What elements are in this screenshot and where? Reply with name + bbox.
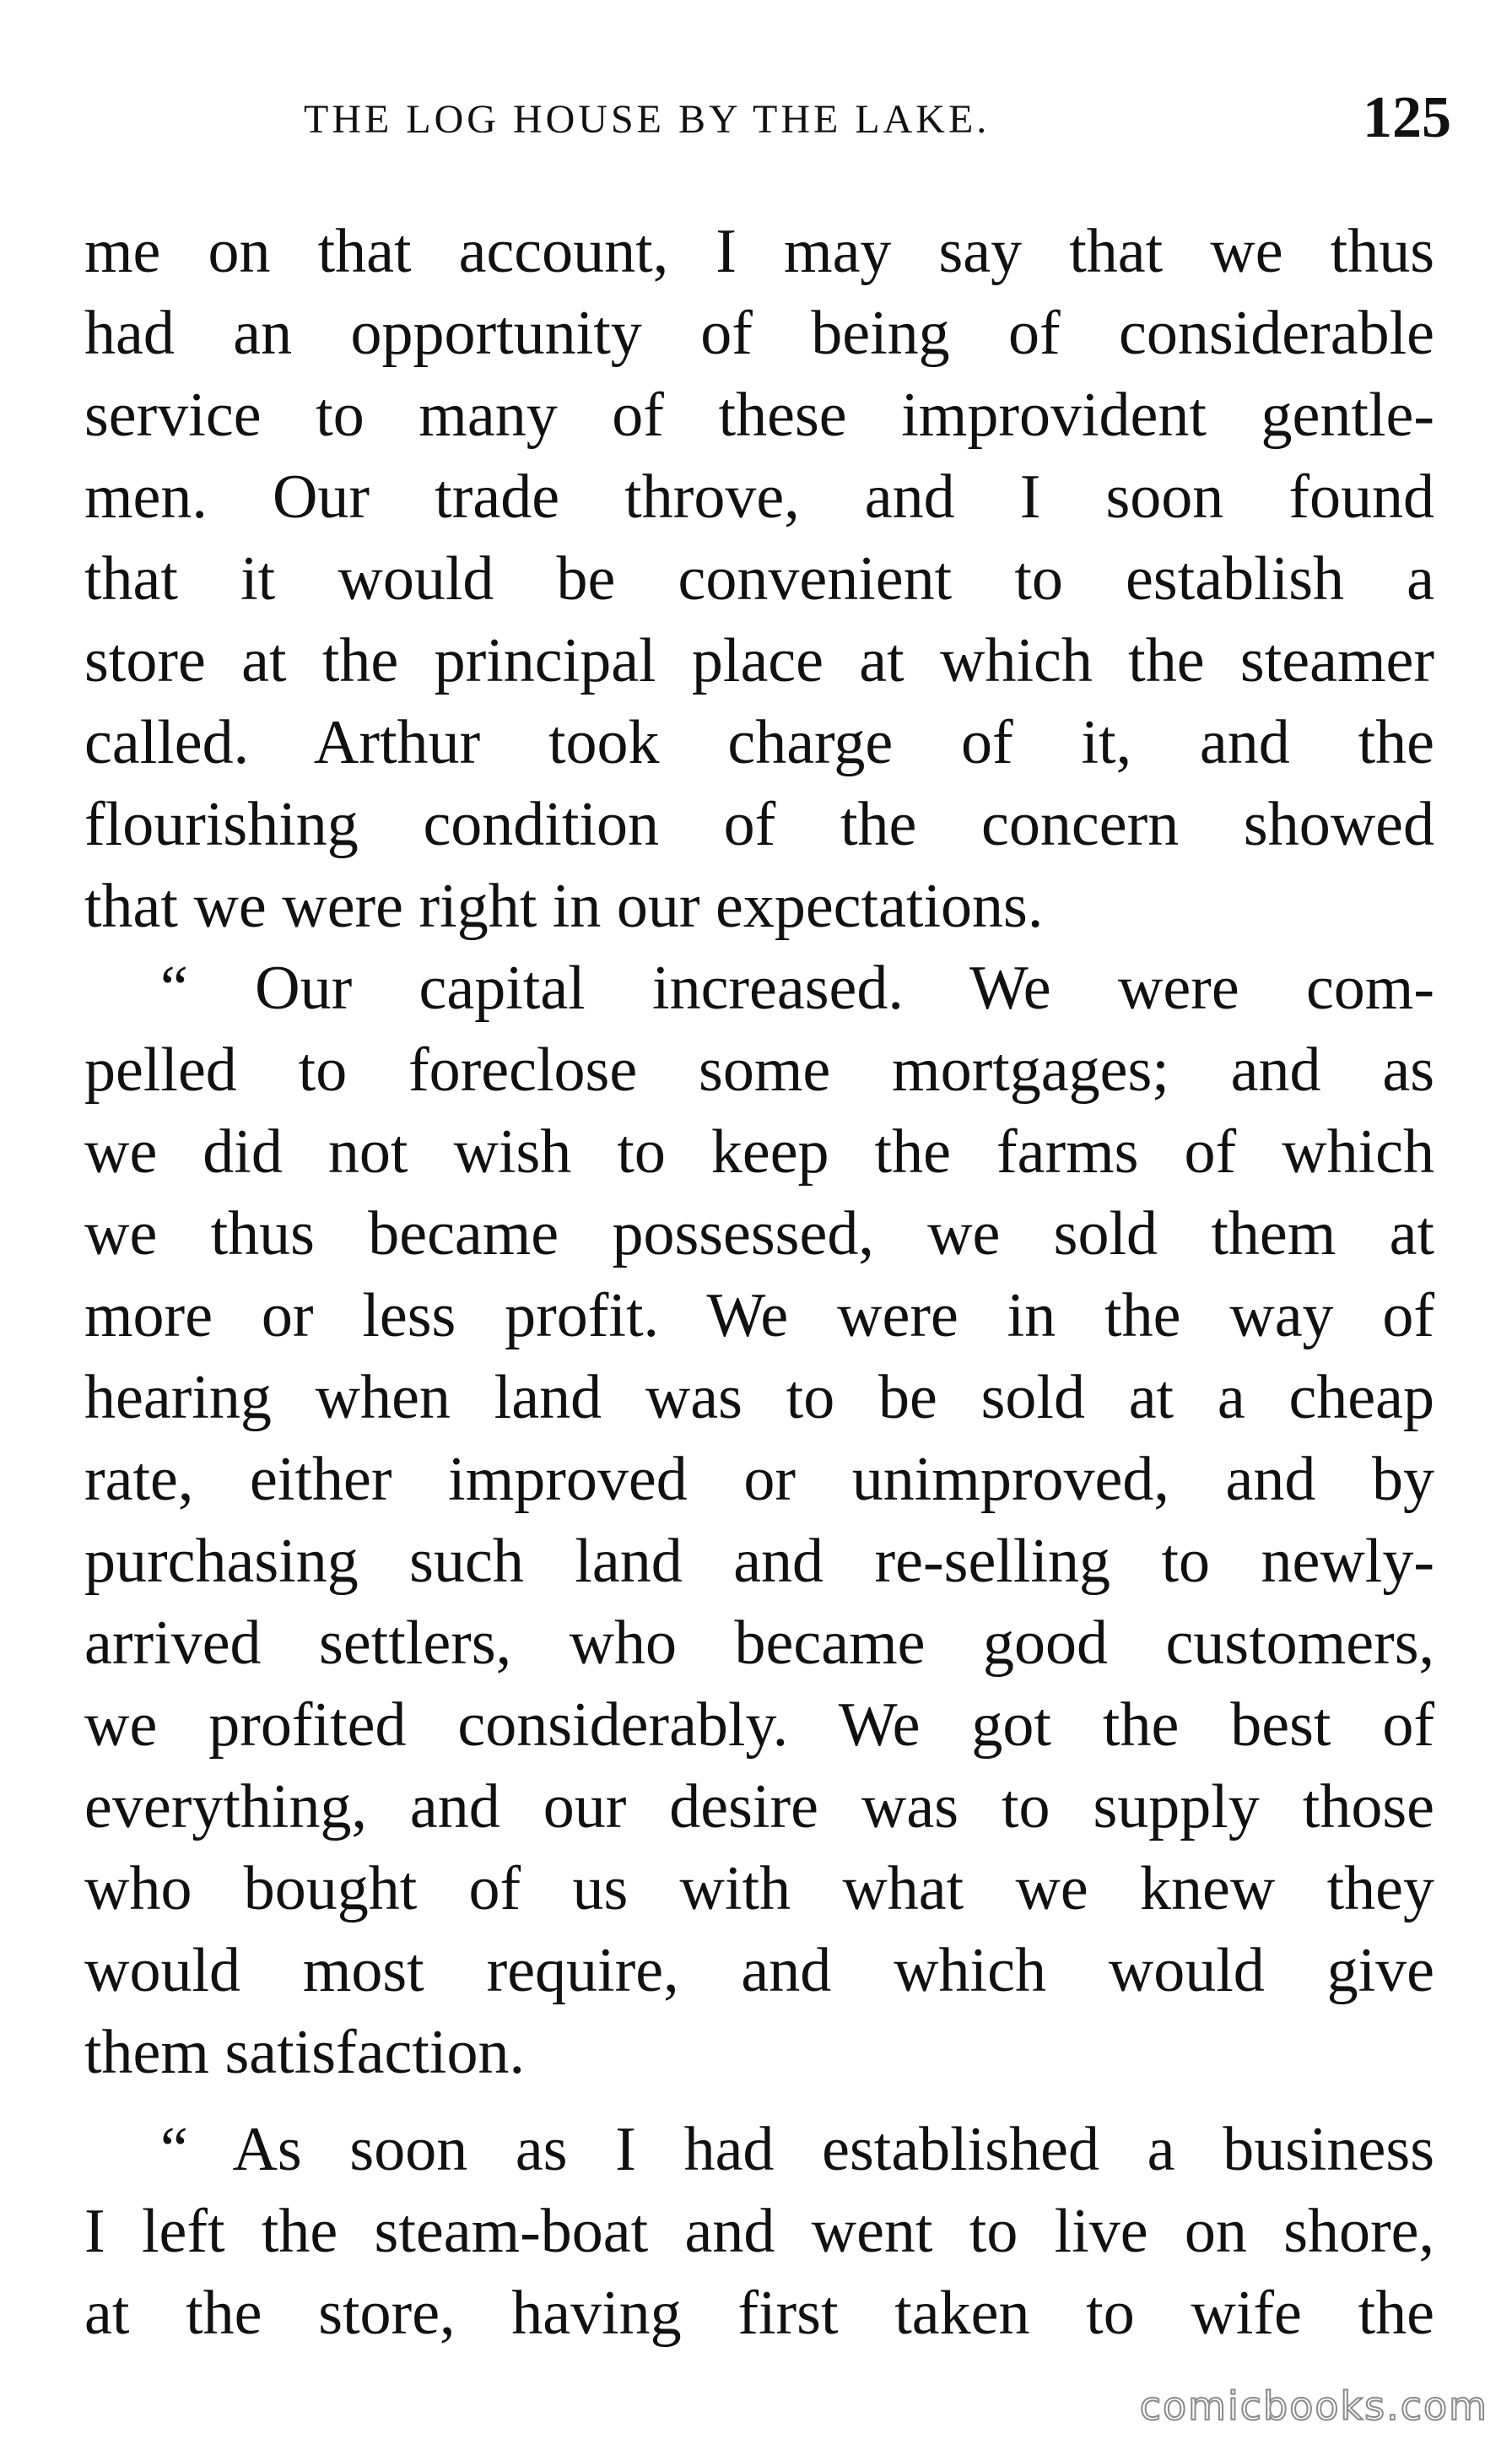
body-text <box>84 211 1434 2355</box>
text-line: service to many of these improvident gentle- <box>84 381 1434 450</box>
page-number: 125 <box>1363 85 1451 150</box>
text-line: purchasing such land and re-selling to newly- <box>84 1527 1434 1596</box>
text-line: flourishing condition of the concern showed <box>84 790 1434 859</box>
text-line: that we were right in our expectations. <box>84 872 1044 941</box>
text-line: store at the principal place at which the steamer <box>84 626 1434 695</box>
text-line: we profited considerably. We got the best of <box>84 1690 1434 1760</box>
text-line: who bought of us with what we knew they <box>84 1854 1434 1923</box>
text-line: more or less profit. We were in the way of <box>84 1281 1434 1350</box>
text-line: everything, and our desire was to supply those <box>84 1772 1434 1841</box>
paragraph-1 <box>84 211 1434 948</box>
text-line: we thus became possessed, we sold them at <box>84 1199 1434 1268</box>
text-line: called. Arthur took charge of it, and the <box>84 708 1434 777</box>
watermark: comicbooks.com <box>1139 2383 1488 2429</box>
paragraph-3 <box>84 2109 1434 2355</box>
text-line: at the store, having first taken to wife the <box>84 2279 1434 2348</box>
text-line: we did not wish to keep the farms of which <box>84 1117 1434 1187</box>
paragraph-2 <box>84 948 1434 2094</box>
text-line: rate, either improved or unimproved, and by <box>84 1445 1434 1514</box>
text-line: would most require, and which would give <box>84 1936 1434 2005</box>
text-line: “ Our capital increased. We were com- <box>160 954 1434 1023</box>
text-line: I left the steam-boat and went to live on shore, <box>84 2197 1434 2266</box>
text-line: “ As soon as I had established a business <box>160 2115 1434 2184</box>
text-line: arrived settlers, who became good customers, <box>84 1609 1434 1678</box>
text-line: them satisfaction. <box>84 2018 525 2087</box>
running-title: THE LOG HOUSE BY THE LAKE. <box>304 97 991 142</box>
text-line: had an opportunity of being of considerable <box>84 299 1434 368</box>
paragraph-gap <box>84 2094 1434 2109</box>
text-line: that it would be convenient to establish a <box>84 544 1434 614</box>
text-line: hearing when land was to be sold at a cheap <box>84 1363 1434 1432</box>
text-line: pelled to foreclose some mortgages; and as <box>84 1036 1434 1105</box>
running-head <box>304 84 1451 152</box>
text-line: men. Our trade throve, and I soon found <box>84 462 1434 532</box>
text-line: me on that account, I may say that we thus <box>84 217 1434 286</box>
